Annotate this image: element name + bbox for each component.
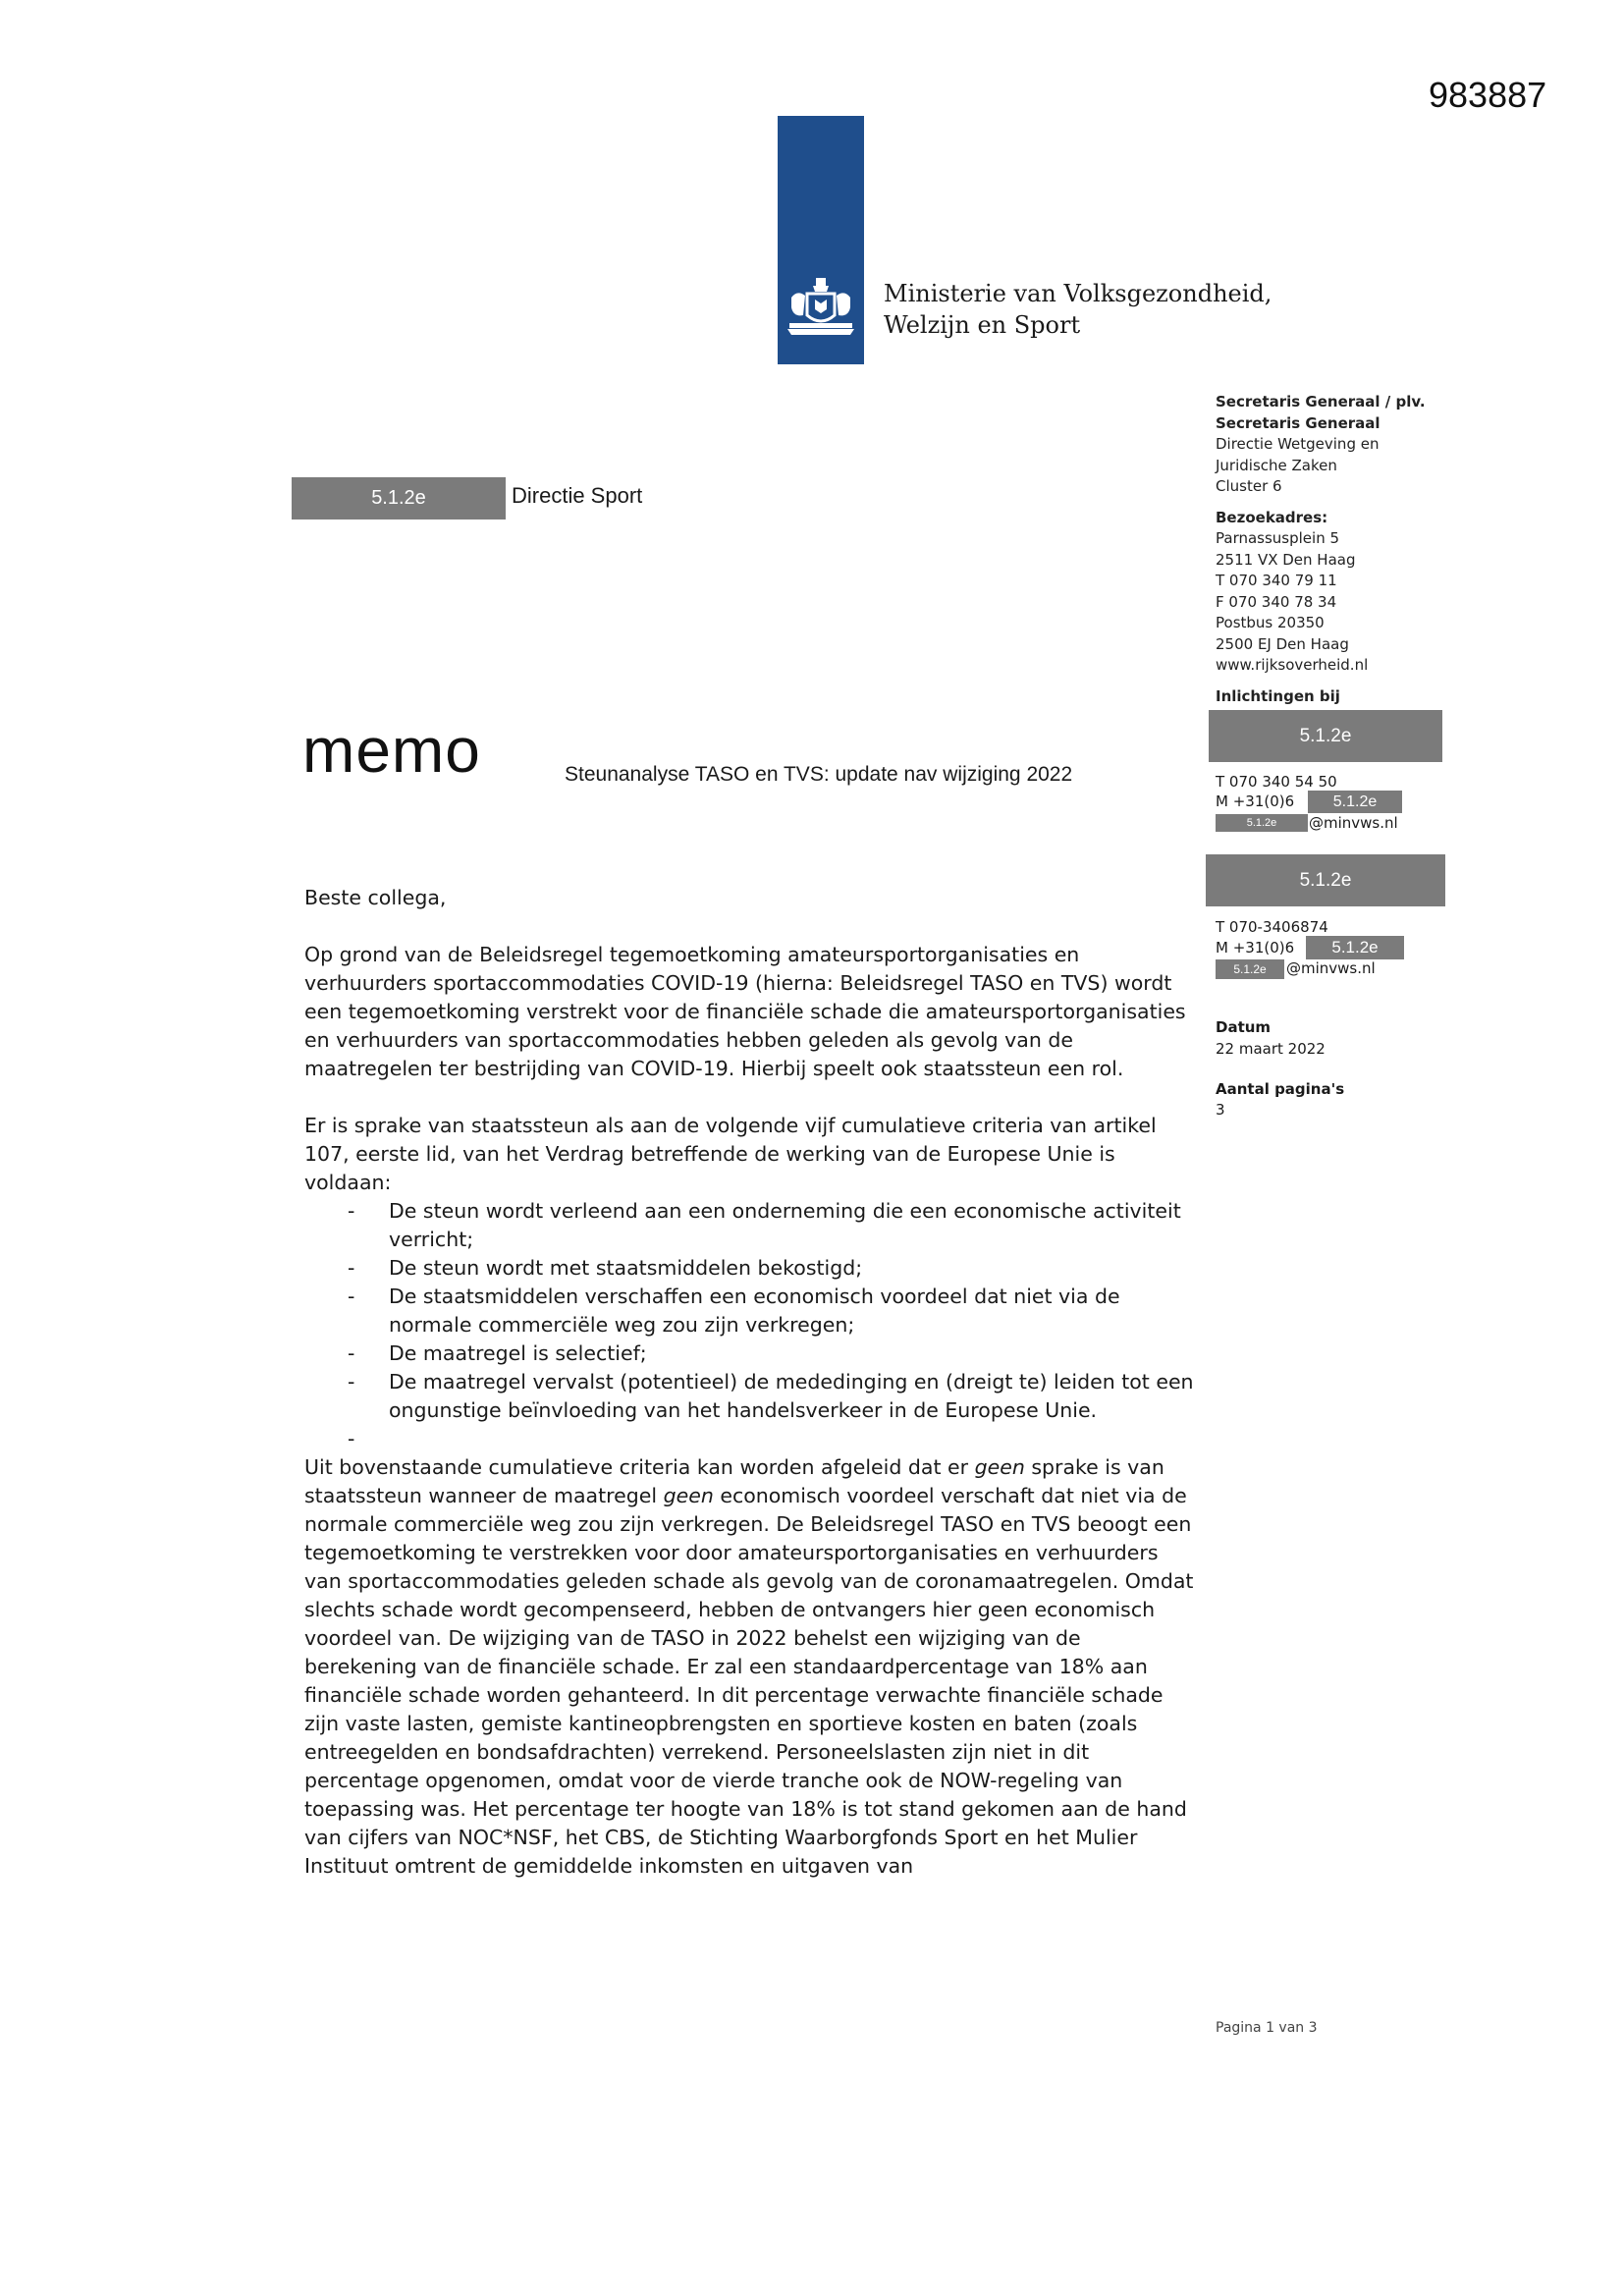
contact2-mobile-redaction: 5.1.2e bbox=[1306, 936, 1404, 959]
contact2-name-redaction: 5.1.2e bbox=[1206, 854, 1445, 906]
pages-label: Aantal pagina's bbox=[1216, 1080, 1345, 1098]
criteria-item-empty bbox=[304, 1425, 1198, 1453]
contact2-phone: T 070-3406874 bbox=[1216, 918, 1328, 936]
contact1-email-domain[interactable]: @minvws.nl bbox=[1309, 814, 1398, 832]
paragraph-2: Er is sprake van staatssteun als aan de volgende vijf cumulatieve criteria van artikel 107, eerste lid, van het Verdrag betreffende de werking van de Europese Unie is voldaan: bbox=[304, 1114, 1157, 1194]
addressee-redaction: 5.1.2e bbox=[292, 477, 506, 519]
memo-body bbox=[304, 884, 1198, 1881]
contact1-mobile-prefix: M +31(0)6 bbox=[1216, 793, 1295, 810]
fax-number: F 070 340 78 34 bbox=[1216, 592, 1337, 611]
ministry-name bbox=[884, 278, 1272, 341]
sender-info-column bbox=[1216, 392, 1471, 707]
greeting: Beste collega, bbox=[304, 886, 447, 909]
coat-of-arms-icon bbox=[778, 266, 864, 364]
paragraph-3: Uit bovenstaande cumulatieve criteria kan worden afgeleid dat er geen sprake is van staatssteun wanneer de maatregel geen economisch voordeel verschaft dat niet via de normale commerciële weg zou zijn verkregen. De Beleidsregel TASO en TVS beoogt een tegemoetkoming te verstrekken voor door amateursportorganisaties en verhuurders van sportaccommodaties geleden schade als gevolg van de coronamaatregelen. Omdat slechts schade wordt gecompenseerd, hebben de ontvangers hier geen economisch voordeel van. De wijziging van de TASO in 2022 behelst een wijziging van de berekening van de financiële schade. Er zal een standaardpercentage van 18% aan financiële schade worden gehanteerd. In dit percentage verwachte financiële schade zijn vaste lasten, gemiste kantineopbrengsten en sportieve kosten en baten (zoals entreegelden en bondsafdrachten) verrekend. Personeelslasten zijn niet in dit percentage opgenomen, omdat voor de vierde tranche ook de NOW-regeling van toepassing was. Het percentage ter hoogte van 18% is tot stand gekomen aan de hand van cijfers van NOC*NSF, het CBS, de Stichting Waarborgfonds Sport en het Mulier Instituut omtrent de gemiddelde inkomsten en uitgaven van bbox=[304, 1455, 1194, 1878]
ministry-name-line2: Welzijn en Sport bbox=[884, 311, 1081, 339]
contact2-email-domain[interactable]: @minvws.nl bbox=[1286, 959, 1376, 977]
website-link[interactable]: www.rijksoverheid.nl bbox=[1216, 656, 1369, 674]
contact1-name-redaction: 5.1.2e bbox=[1209, 710, 1442, 762]
memo-subject: Steunanalyse TASO en TVS: update nav wijziging 2022 bbox=[565, 763, 1073, 786]
address-line2: 2511 VX Den Haag bbox=[1216, 550, 1356, 569]
document-number: 983887 bbox=[1429, 75, 1547, 115]
sender-line3: Directie Wetgeving en bbox=[1216, 435, 1380, 453]
ministry-name-line1: Ministerie van Volksgezondheid, bbox=[884, 280, 1272, 307]
phone-number: T 070 340 79 11 bbox=[1216, 572, 1337, 589]
criteria-item: - De steun wordt met staatsmiddelen bekostigd; bbox=[304, 1254, 1198, 1283]
contact2-mobile-prefix: M +31(0)6 bbox=[1216, 939, 1295, 957]
criteria-item: - De maatregel is selectief; bbox=[304, 1339, 1198, 1368]
visit-address-label: Bezoekadres: bbox=[1216, 508, 1328, 526]
contact1-email-redaction: 5.1.2e bbox=[1216, 814, 1308, 832]
criteria-item: - De steun wordt verleend aan een onderneming die een economische activiteit verricht; bbox=[304, 1197, 1198, 1254]
criteria-item: - De maatregel vervalst (potentieel) de mededinging en (dreigt te) leiden tot een ongunstige beïnvloeding van het handelsverkeer in de Europese Unie. bbox=[304, 1368, 1198, 1425]
addressee-department: Directie Sport bbox=[512, 483, 643, 508]
criteria-list bbox=[304, 1197, 1198, 1453]
criteria-item: - De staatsmiddelen verschaffen een economisch voordeel dat niet via de normale commerciële weg zou zijn verkregen; bbox=[304, 1283, 1198, 1339]
postbus: Postbus 20350 bbox=[1216, 614, 1325, 631]
address-line1: Parnassusplein 5 bbox=[1216, 529, 1340, 547]
sender-line4: Juridische Zaken bbox=[1216, 456, 1337, 474]
contact2-email-redaction: 5.1.2e bbox=[1216, 959, 1284, 979]
memo-title: memo bbox=[302, 715, 481, 786]
date-value: 22 maart 2022 bbox=[1216, 1040, 1326, 1058]
paragraph-1: Op grond van de Beleidsregel tegemoetkoming amateursportorganisaties en verhuurders sportaccommodaties COVID-19 (hierna: Beleidsregel TASO en TVS) wordt een tegemoetkoming verstrekt voor de financiële schade die amateursportorganisaties en verhuurders van sportaccommodaties hebben geleden als gevolg van de maatregelen ter bestrijding van COVID-19. Hierbij speelt ook staatssteun een rol. bbox=[304, 943, 1186, 1080]
sender-line1: Secretaris Generaal / plv. bbox=[1216, 393, 1426, 410]
postcode: 2500 EJ Den Haag bbox=[1216, 634, 1349, 653]
contact1-phone: T 070 340 54 50 bbox=[1216, 773, 1337, 791]
pages-value: 3 bbox=[1216, 1101, 1225, 1119]
page-footer: Pagina 1 van 3 bbox=[1216, 2020, 1318, 2036]
sender-line5: Cluster 6 bbox=[1216, 477, 1282, 495]
info-label: Inlichtingen bij bbox=[1216, 686, 1340, 705]
ministry-logo-bar bbox=[778, 116, 864, 364]
sender-line2: Secretaris Generaal bbox=[1216, 413, 1380, 432]
contact1-mobile-redaction: 5.1.2e bbox=[1308, 791, 1402, 813]
date-label: Datum bbox=[1216, 1018, 1272, 1036]
